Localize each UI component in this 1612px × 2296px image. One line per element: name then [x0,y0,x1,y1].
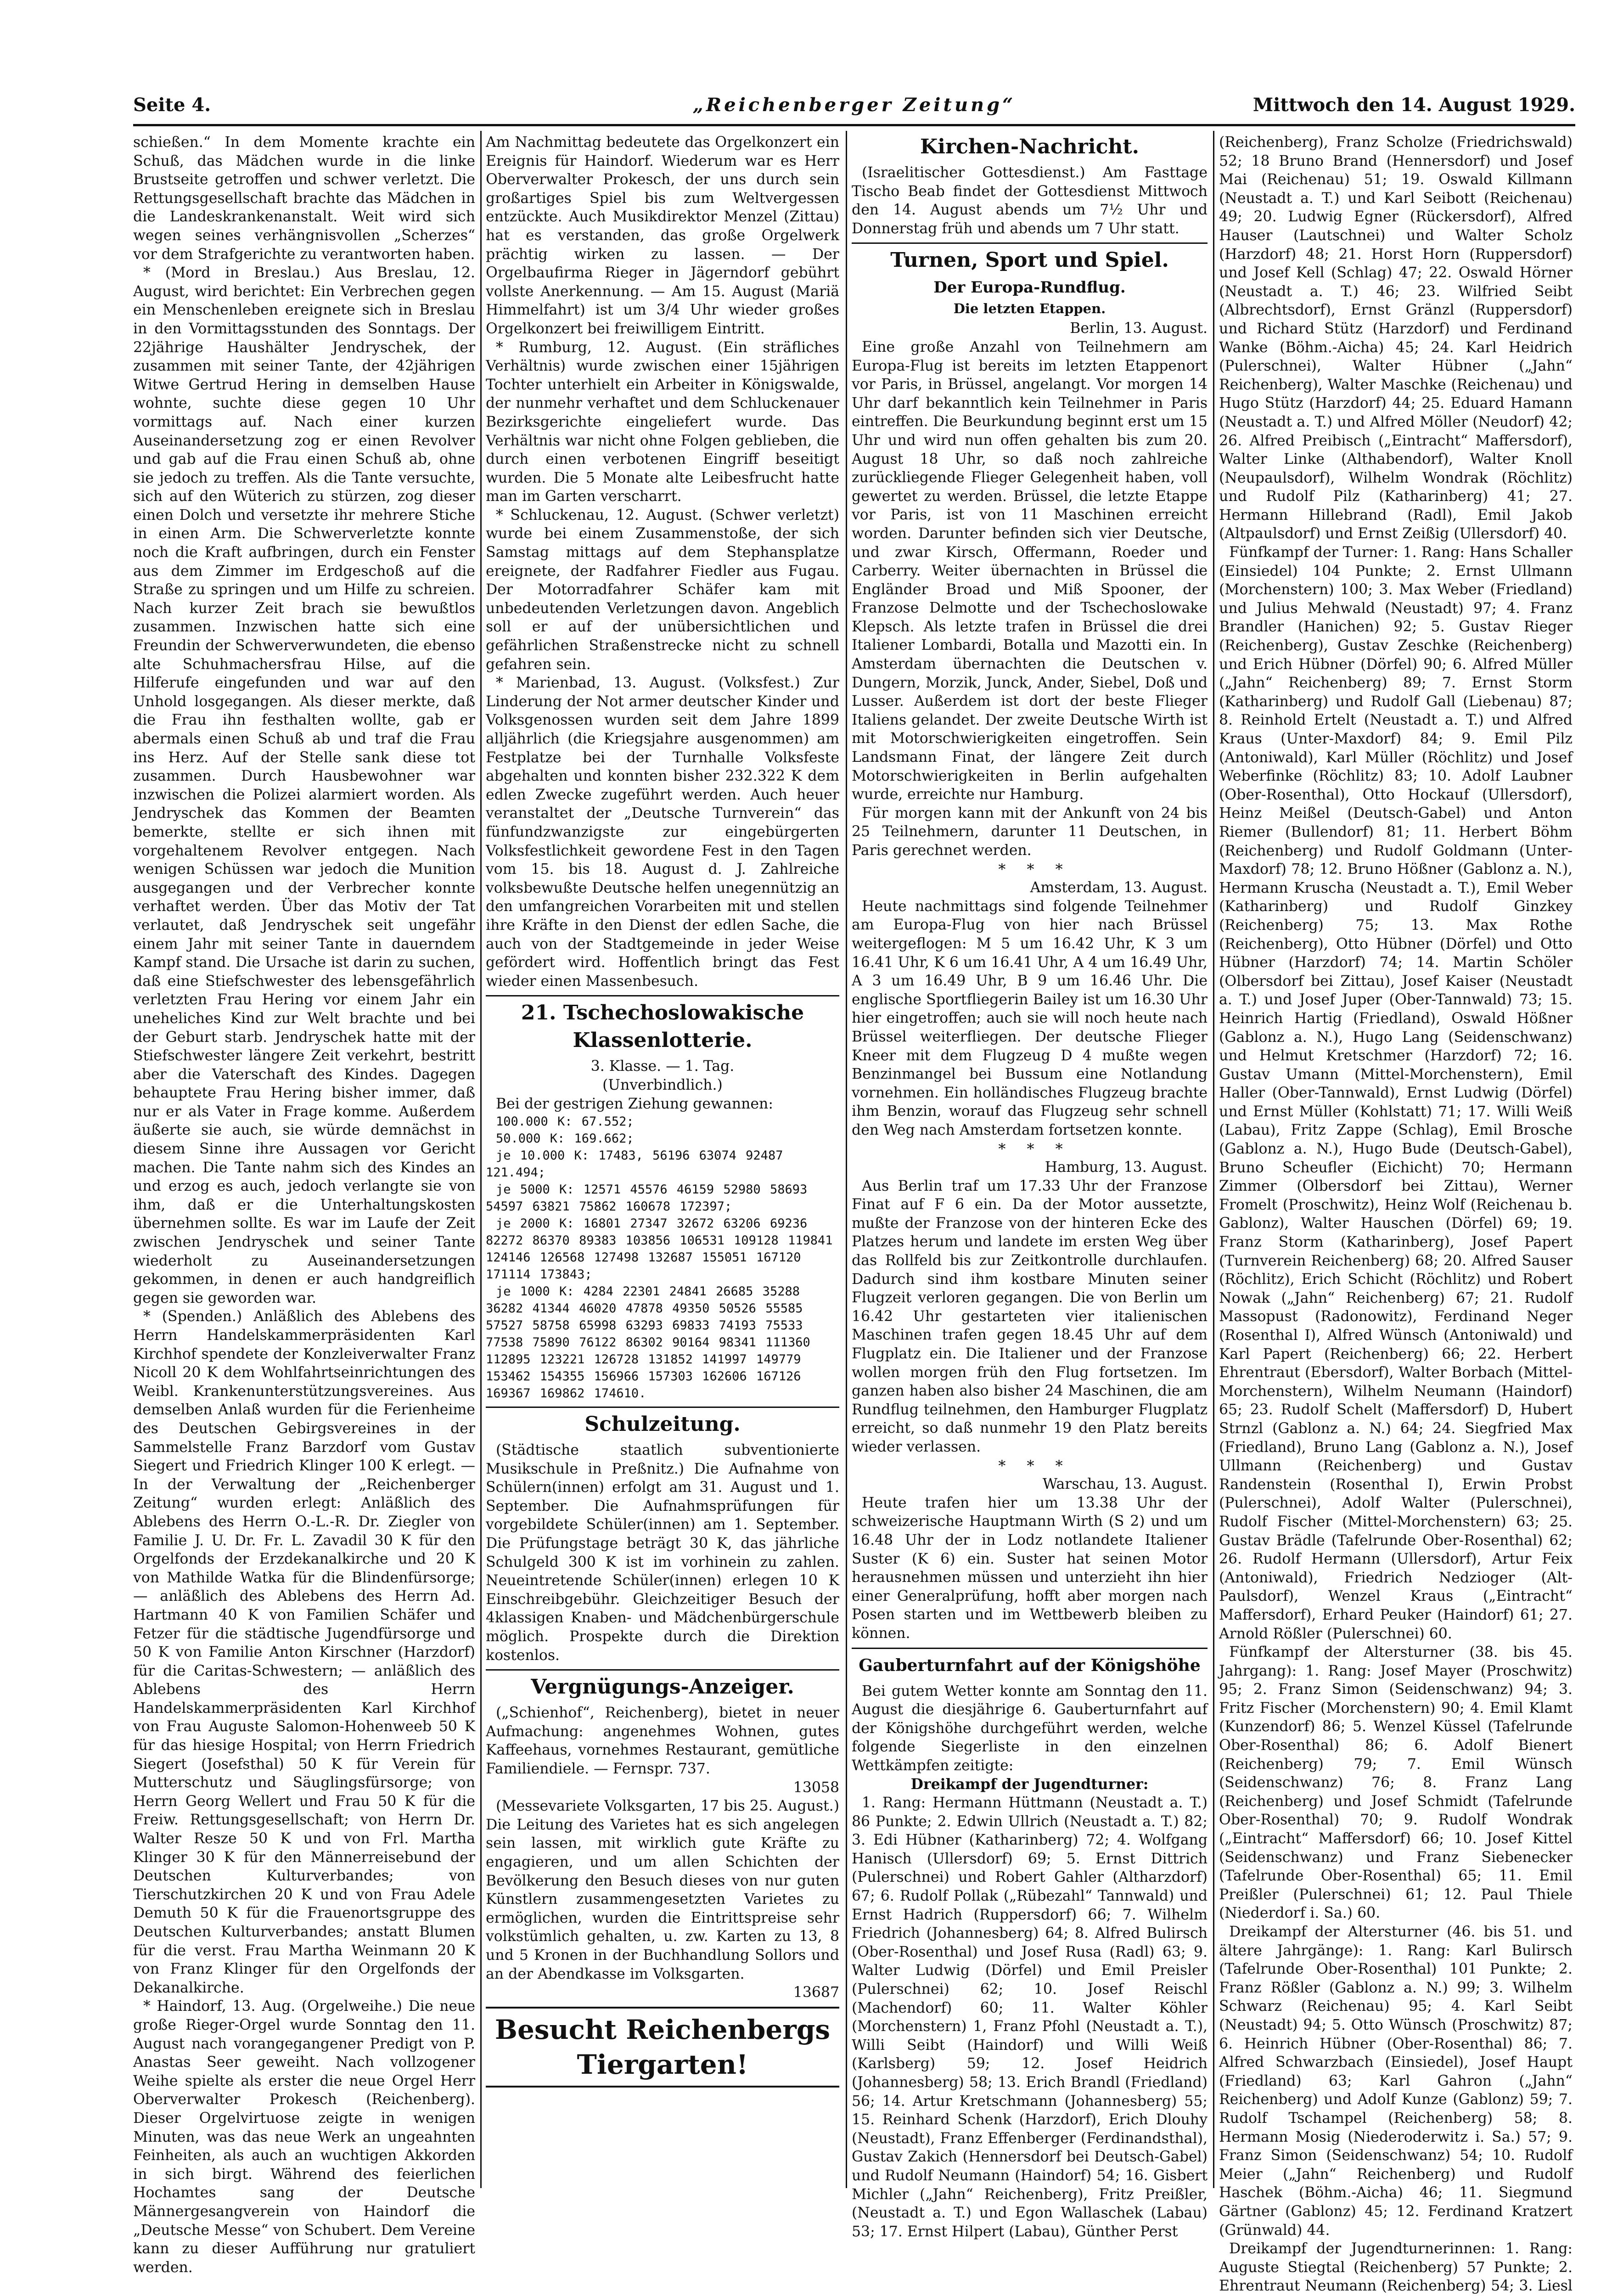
results-paragraph: Dreikampf der Jugendturnerinnen: 1. Rang: Auguste Stiegtal (Reichenberg) 57 Punkte; 2. Ehrentraut Neumann (Reichenberg) 54; 3. Liesl [1219,2240,1573,2295]
lottery-line: 100.000 K: 67.552; [496,1114,634,1129]
lottery-line: 50.000 K: 169.662; [496,1131,634,1146]
column-4 [1219,133,1573,2295]
results-paragraph: Fünfkampf der Altersturner (38. bis 45. Jahrgang): 1. Rang: Josef Mayer (Proschwitz) 95; 2. Franz Simon (Seidenschwanz) 94; 3. Fritz Fischer (Morchenstern) 90; 4. Emil Klamt (Kunzendorf) 86; 5. Wenzel Küssel (Tafelrunde Ober-Rosenthal) 86; 6. Adolf Bienert (Reichenberg) 79; 7. Emil Wünsch (Seidenschwanz) 76; 8. Franz Lang (Reichenberg) und Josef Schmidt (Tafelrunde Ober-Rosenthal) 70; 9. Rudolf Wondrak („Eintracht“ Maffersdorf) 66; 10. Josef Kittel (Seidenschwanz) und Franz Siebenecker (Tafelrunde Ober-Rosenthal) 65; 11. Emil Preißler (Pulerschnei) 61; 12. Paul Thiele (Niederdorf i. Sa.) 60. [1219,1644,1573,1922]
gau-heading: Gauberturnfahrt auf der Königshöhe [852,1648,1208,1679]
column-2 [486,133,839,2186]
page-header [133,94,1575,126]
amusement-heading: Vergnügungs-Anzeiger. [486,1669,839,1701]
sport-paragraph: Heute nachmittags sind folgende Teilnehmer am Europa-Flug von hier nach Brüssel weitergeflogen: M 5 um 16.42 Uhr, K 3 um 16.41 Uhr, K 6 um 16.41 Uhr, A 4 um 16.49 Uhr, A 3 um 16.49 Uhr, B 9 um 16.46 Uhr. Die englische Sportfliegerin Bailey ist um 16.30 Uhr hier eingetroffen; auch sie will noch heute nach Brüssel weiterfliegen. Der deutsche Flieger Kneer mit dem Flugzeug D 4 mußte wegen Benzinmangel bei Bussum eine Notlandung vornehmen. Ein holländisches Flugzeug brachte ihm Benzin, worauf das Flugzeug sehr schnell den Weg nach Amsterdam fortsetzen konnte. [852,898,1208,1138]
sport-paragraph: Aus Berlin traf um 17.33 Uhr der Franzose Finat auf F 6 ein. Da der Motor aussetzte, mußte der Franzose von der hinteren Ecke des Platzes herum und landete im ersten Weg über das Rollfeld bis zur Zeitkontrolle durchlaufen. Dadurch sind ihm kostbare Minuten seiner Flugzeit verloren gegangen. Die von Berlin um 16.42 Uhr gestarteten vier italienischen Maschinen trafen gegen 18.45 Uhr auf dem Flugplatz ein. Die Italiener und der Franzose wollen morgen früh den Flug fortsetzen. Im ganzen haben also bisher 24 Maschinen, die am Rundflug teilnehmen, den Hamburger Flugplatz erreicht, so daß nunmehr 19 den Platz bereits wieder verlassen. [852,1177,1208,1455]
article-paragraph: * Rumburg, 12. August. (Ein sträfliches Verhältnis) wurde zwischen einer 15jährigen Tochter unterhielt ein Arbeiter in Königswalde, der nunmehr verhaftet und dem Schluckenauer Bezirksgerichte eingeliefert wurde. Das Verhältnis war nicht ohne Folgen geblieben, die durch einen verbotenen Eingriff beseitigt wurden. Die 5 Monate alte Leibesfrucht hatte man im Garten verscharrt. [486,339,839,505]
gau-paragraph: 1. Rang: Hermann Hüttmann (Neustadt a. T.) 86 Punkte; 2. Edwin Ullrich (Neustadt a. T.) 82; 3. Edi Hübner (Katharinberg) 72; 4. Wolfgang Hanisch (Ullersdorf) 69; 5. Ernst Dittrich (Pulerschnei) und Robert Gahler (Altharzdorf) 67; 6. Rudolf Pollak („Rübezahl“ Tannwald) und Ernst Hadrich (Ruppersdorf) 66; 7. Wilhelm Friedrich (Johannesberg) 64; 8. Alfred Bulirsch (Ober-Rosenthal) und Josef Rusa (Radl) 63; 9. Walter Ludwig (Dörfel) und Emil Preisler (Pulerschnei) 62; 10. Josef Reischl (Machendorf) 60; 11. Walter Köhler (Morchenstern) 1, Franz Pfohl (Neustadt a. T.), Willi Seibt (Haindorf) und Willi Weiß (Karlsberg) 59; 12. Josef Heidrich (Johannesberg) 58; 13. Erich Brandl (Friedland) 56; 14. Artur Kretschmann (Johannesberg) 55; 15. Reinhard Schenk (Harzdorf), Erich Dlouhy (Neustadt), Franz Effenberger (Ferdinandsthal), Gustav Zakich (Hennersdorf bei Deutsch-Gabel) und Rudolf Neumann (Haindorf) 54; 16. Gisbert Michler („Jahn“ Reichenberg), Fritz Preißler, (Neustadt a. T.) und Egon Wallaschek (Labau) 53; 17. Ernst Hilpert (Labau), Günther Perst [852,1795,1208,2240]
dateline: Berlin, 13. August. [1070,320,1208,337]
results-paragraph: (Reichenberg), Franz Scholze (Friedrichswald) 52; 18 Bruno Brand (Hennersdorf) und Josef Mai (Reichenau) 51; 19. Oswald Killmann (Neustadt a. T.) und Karl Seibott (Reichenau) 49; 20. Ludwig Egner (Rückersdorf), Alfred Hauser (Lautschnei) und Walter Scholz (Harzdorf) 48; 21. Horst Horn (Ruppersdorf) und Josef Kell (Schlag) 47; 22. Oswald Hörner (Neustadt a. T.) 46; 23. Wilfried Seibt (Albrechtsdorf), Ernst Gränzl (Ruppersdorf) und Richard Stütz (Harzdorf) und Ferdinand Wanke (Böhm.-Aicha) 45; 24. Karl Heidrich (Pulerschnei), Walter Hübner („Jahn“ Reichenberg), Walter Maschke (Reichenau) und Hugo Stütz (Harzdorf) 44; 25. Eduard Hamann (Neustadt a. T.) und Alfred Möller (Neudorf) 42; 26. Alfred Preibisch („Eintracht“ Maffersdorf), Walter Linke (Althabendorf), Walter Knoll (Neupaulsdorf), Wilhelm Wondrak (Röchlitz) und Rudolf Pilz (Katharinberg) 41; 27. Hermann Hillebrand (Radl), Emil Jakob (Altpaulsdorf) und Ernst Zeißig (Ullersdorf) 40. [1219,134,1573,542]
column-3 [852,133,1208,2240]
article-paragraph: schießen.“ In dem Momente krachte ein Schuß, das Mädchen wurde in die linke Brustseite getroffen und schwer verletzt. Die Rettungsgesellschaft brachte das Mädchen in die Landeskrankenanstalt. Weit wird sich wegen seines verhängnisvollen „Scherzes“ vor dem Strafgerichte zu verantworten haben. [133,134,475,263]
issue-date: Mittwoch den 14. August 1929. [1253,94,1575,116]
church-paragraph: (Israelitischer Gottesdienst.) Am Fasttage Tischo Beab findet der Gottesdienst Mittwoch den 14. August abends um 7½ Uhr und Donnerstag früh und abends um 7 Uhr statt. [852,164,1208,237]
separator-stars: * * * [998,1457,1071,1474]
separator-stars: * * * [998,860,1071,878]
column-rule [846,131,847,2188]
page-number: Seite 4. [133,94,211,116]
dateline: Hamburg, 13. August. [1045,1159,1208,1176]
sport-subheading: Der Europa-Rundflug. [933,278,1126,297]
separator-stars: * * * [998,1140,1071,1158]
lottery-line: je 1000 K: 4284 22301 24841 26685 35288 36282 41344 46020 47878 49350 50526 55585 57527 58758 65998 63293 69833 74193 75533 77538 75890 76122 86302 90164 98341 111360 112895 123221 126728 131852 141997 149779 153462 154355 156966 157303 162606 167126 169367 169862 174610. [486,1284,810,1401]
results-paragraph: Dreikampf der Altersturner (46. bis 51. und ältere Jahrgänge): 1. Rang: Karl Bulirsch (Tafelrunde Ober-Rosenthal) 101 Punkte; 2. Franz Rößler (Gablonz a. N.) 99; 3. Wilhelm Schwarz (Reichenau) 95; 4. Karl Seibt (Neustadt) 94; 5. Otto Wünsch (Proschwitz) 87; 6. Heinrich Hübner (Ober-Rosenthal) 86; 7. Alfred Schwarzbach (Einsiedel), Josef Haupt (Friedland) 63; Karl Gahron („Jahn“ Reichenberg) und Adolf Kunze (Gablonz) 59; 7. Rudolf Tschampel (Reichenberg) 58; 8. Hermann Mosig (Niederoderwitz i. Sa.) 57; 9. Franz Simon (Seidenschwanz) 54; 10. Rudolf Meier („Jahn“ Reichenberg) und Rudolf Haschek (Böhm.-Aicha) 46; 11. Siegmund Gärtner (Gablonz) 45; 12. Ferdinand Kratzert (Grünwald) 44. [1219,1924,1573,2239]
gau-paragraph: Bei gutem Wetter konnte am Sonntag den 11. August die diesjährige 6. Gauberturnfahrt auf der Königshöhe durchgeführt werden, welche folgende Siegerliste in den einzelnen Wettkämpfen zeitigte: [852,1683,1208,1774]
sport-subsubheading: Die letzten Etappen. [953,301,1106,317]
sport-paragraph: Für morgen kann mit der Ankunft von 24 bis 25 Teilnehmern, darunter 11 Deutschen, in Paris gerechnet werden. [852,805,1208,859]
lottery-line: je 10.000 K: 17483, 56196 63074 92487 121.494; [486,1148,783,1180]
dateline: Warschau, 13. August. [1042,1476,1208,1493]
lottery-intro: Bei der gestrigen Ziehung gewannen: [496,1095,773,1112]
sport-paragraph: Heute trafen hier um 13.38 Uhr der schweizerische Hauptmann Wirth (S 2) und um 16.48 Uhr der in Lodz notlandete Italiener Suster (K 6) ein. Suster hat seinen Motor herausnehmen müssen und unterzieht ihn hier einer Generalprüfung, hofft aber morgen nach Posen starten und im Wettbewerb bleiben zu können. [852,1494,1208,1642]
article-paragraph: * (Mord in Breslau.) Aus Breslau, 12. August, wird berichtet: Ein Verbrechen gegen ein Menschenleben ereignete sich in Breslau in den Vormittagsstunden des Sonntags. Der 22jährige Haushälter Jendryschek, der zusammen mit seiner Tante, der 42jährigen Witwe Gertrud Hering in demselben Hause wohnte, suchte diese gegen 10 Uhr vormittags auf. Nach einer kurzen Auseinandersetzung zog er einen Revolver und gab auf die Frau einen Schuß ab, ohne sie jedoch zu treffen. Als die Tante versuchte, sich auf den Wüterich zu stürzen, zog dieser einen Dolch und versetzte ihr mehrere Stiche in einen Arm. Die Schwerverletzte konnte noch die Kraft aufbringen, durch ein Fenster aus dem Zimmer im Erdgeschoß auf die Straße zu springen und um Hilfe zu schreien. Nach kurzer Zeit brach sie bewußtlos zusammen. Inzwischen hatte sich eine Freundin der Schwerverwundeten, die ebenso alte Schuhmachersfrau Hilse, auf die Hilferufe eingefunden und war auf den Unhold losgegangen. Als dieser merkte, daß die Frau ihn festhalten wollte, gab er abermals einen Schuß ab und traf die Frau ins Herz. Auf der Stelle sank diese tot zusammen. Durch Hausbewohner war inzwischen die Polizei alarmiert worden. Als Jendryschek das Kommen der Beamten bemerkte, stellte er sich ihnen mit vorgehaltenem Revolver entgegen. Nach wenigen Schüssen war jedoch die Munition ausgegangen und der Verbrecher konnte verhaftet werden. Über das Motiv der Tat verlautet, daß Jendryschek seit ungefähr einem Jahr mit seiner Tante in dauerndem Kampf stand. Die Ursache ist darin zu suchen, daß eine Stiefschwester des lebensgefährlich verletzten Frau Hering vor einem Jahr ein uneheliches Kind zur Welt brachte und bei der Geburt starb. Jendryschek hatte mit der Stiefschwester längere Zeit verkehrt, bestritt aber die Vaterschaft des Kindes. Dagegen behauptete Frau Hering bisher immer, daß nur er als Vater in Frage komme. Außerdem äußerte sie auch, sie würde demnächst in diesem Sinne ihre Aussagen vor Gericht machen. Die Tante nahm sich des Kindes an und erzog es auch, jedoch verlangte sie von ihm, daß er die Unterhaltungskosten übernehmen sollte. Es war im Laufe der Zeit zwischen Jendryschek und seiner Tante wiederholt zu Auseinandersetzungen gekommen, in denen er auch handgreiflich gegen sie geworden war. [133,264,475,1306]
church-heading: Kirchen-Nachricht. [920,135,1139,158]
header-rule [133,124,1575,126]
school-heading: Schulzeitung. [486,1407,839,1438]
article-paragraph: * Schluckenau, 12. August. (Schwer verletzt) wurde bei einem Zusammenstoße, der sich Samstag mittags auf dem Stephansplatze ereignete, der Radfahrer Fiedler aus Fugau. Der Motorradfahrer Schäfer kam mit unbedeutenden Verletzungen davon. Angeblich soll er auf der unübersichtlichen und gefährlichen Straßenstrecke nicht zu schnell gefahren sein. [486,506,839,673]
school-paragraph: (Städtische staatlich subventionierte Musikschule in Preßnitz.) Die Aufnahme von Schülern(innen) erfolgt am 31. August und 1. September. Die Aufnahmsprüfungen für vorgebildete Schüler(innen) am 1. September. Die Prüfungstage beträgt 30 K, das jährliche Schulgeld 300 K ist im vorhinein zu zahlen. Neueintretende Schüler(innen) erlegen 10 K Einschreibgebühr. Gleichzeitiger Besuch der 4klassigen Knaben- und Mädchenbürgerschule möglich. Prospekte durch die Direktion kostenlos. [486,1442,839,1664]
ad-number: 13058 [793,1779,839,1796]
lottery-class: 3. Klasse. — 1. Tag. [590,1058,735,1075]
article-paragraph: * (Spenden.) Anläßlich des Ablebens des Herrn Handelskammerpräsidenten Karl Kirchhof spendete der Konzleiverwalter Franz Nicoll 20 K dem Wohlfahrtseinrichtungen des Weibl. Krankenunterstützungsvereines. Aus demselben Anlaß wurden für die Ferienheime des Deutschen Gebirgsvereines in der Sammelstelle Franz Barzdorf vom Gustav Siegert und Friedrich Klinger 100 K erlegt. — In der Verwaltung der „Reichenberger Zeitung“ wurden erlegt: Anläßlich des Ablebens des Herrn O.-L.-R. Dr. Ziegler von Familie J. U. Dr. Fr. L. Zavadil 30 K für den Orgelfonds der Erzdekanalkirche und 20 K von Mathilde Watka für die Blindenfürsorge; — anläßlich des Ablebens des Herrn Ad. Hartmann 40 K von Familien Schäfer und Fetzer für die städtische Jugendfürsorge und 50 K von Familie Anton Kirschner (Harzdorf) für die Caritas-Schwestern; — anläßlich des Ablebens des Herrn Handelskammerpräsidenten Karl Kirchhof von Frau Auguste Salomon-Hohenweeb 50 K für das hiesige Hospital; von Herrn Friedrich Siegert (Josefsthal) 50 K für Verein für Mutterschutz und Säuglingsfürsorge; von Herrn Georg Wellert und Frau 50 K für die Freiw. Rettungsgesellschaft; von Herrn Dr. Walter Resze 50 K und von Frl. Martha Klinger 30 K für den Männerreisebund der Deutschen Kulturverbandes; von Tierschutzkirchen 20 K und von Frau Adele Demuth 50 K für die Frauenortsgruppe des Deutschen Kulturverbandes; anstatt Blumen für die verst. Frau Martha Weinmann 20 K von Franz Klinger für den Orgelfonds der Dekanalkirche. [133,1308,475,1996]
lottery-heading: 21. Tschechoslowakische Klassenlotterie. [486,995,839,1054]
article-paragraph: Am Nachmittag bedeutete das Orgelkonzert ein Ereignis für Haindorf. Wiederum war es Herr Oberverwalter Prokesch, der uns durch sein großartiges Spiel bis zum Weltvergessen entzückte. Auch Musikdirektor Menzel (Zittau) hat es verstanden, das große Orgelwerk prächtig wirken zu lassen. — Der Orgelbaufirma Rieger in Jägerndorf gebührt vollste Anerkennung. — Am 15. August (Mariä Himmelfahrt) ist um 3/4 Uhr wieder großes Orgelkonzert bei freiwilligem Eintritt. [486,134,839,337]
lottery-line: je 2000 K: 16801 27347 32672 63206 69236 82272 86370 89383 103856 106531 109128 119841 124146 126568 127498 132687 155051 167120 171114 173843; [486,1216,833,1282]
sport-paragraph: Eine große Anzahl von Teilnehmern am Europa-Flug ist bereits im letzten Etappenort vor Paris, in Brüssel, angelangt. Vor morgen 14 Uhr darf bekanntlich kein Teilnehmer in Paris eintreffen. Die Beurkundung beginnt erst um 15 Uhr und wird nun offen gehalten bis zum 20. August 18 Uhr, so daß noch zahlreiche zurückliegende Flieger Gelegenheit haben, voll gewertet zu werden. Brüssel, die letzte Etappe vor Paris, ist von 11 Maschinen erreicht worden. Darunter befinden sich vier Deutsche, und zwar Kirsch, Offermann, Roeder und Carberry. Weiter übernachten in Brüssel die Engländer Broad und Miß Spooner, der Franzose Delmotte und der Tschechoslowake Klepsch. Als letzte trafen in Brüssel die drei Italiener Lombardi, Botalla und Mazotti ein. In Amsterdam übernachten die Deutschen v. Dungern, Morzik, Junck, Ander, Siebel, Doß und Lusser. Außerdem ist dort der beste Flieger Italiens gelandet. Der zweite Deutsche Wirth ist mit Motorschwierigkeiten eingetroffen. Sein Landsmann Finat, der längere Zeit durch Motorschwierigkeiten in Berlin aufgehalten wurde, erreichte nur Hamburg. [852,338,1208,803]
article-paragraph: * Haindorf, 13. Aug. (Orgelweihe.) Die neue große Rieger-Orgel wurde Sonntag den 11. August nach vorangegangener Predigt von P. Anastas Seer geweiht. Nach vollzogener Weihe spielte als erster die neue Orgel Herr Oberverwalter Prokesch (Reichenberg). Dieser Orgelvirtuose zeigte in wenigen Minuten, was das neue Werk an ungeahnten Feinheiten, als auch an wuchtigen Akkorden in sich birgt. Während des feierlichen Hochamtes sang der Deutsche Männergesangverein von Haindorf die „Deutsche Messe“ von Schubert. Dem Vereine kann zu dieser Aufführung nur gratuliert werden. [133,1998,475,2276]
amusement-paragraph: („Schienhof“, Reichenberg), bietet in neuer Aufmachung: angenehmes Wohnen, gutes Kaffeehaus, vornehmes Restaurant, gemütliche Familiendiele. — Fernspr. 737. [486,1705,839,1777]
column-rule [1213,131,1214,2188]
sport-heading: Turnen, Sport und Spiel. [852,242,1208,274]
zoo-advertisement: Besucht Reichenbergs Tiergarten! [486,2007,839,2088]
lottery-note: (Unverbindlich.) [602,1076,723,1093]
ad-number: 13687 [793,1984,839,2001]
lottery-line: je 5000 K: 12571 45576 46159 52980 58693 54597 63821 75862 160678 172397; [486,1182,808,1214]
article-paragraph: * Marienbad, 13. August. (Volksfest.) Zur Linderung der Not armer deutscher Kinder und Volksgenossen wurden seit dem Jahre 1899 alljährlich (die Kriegsjahre ausgenommen) am Festplatze bei der Turnhalle Volksfeste abgehalten und konnten bisher 232.322 K dem edlen Zwecke zugeführt werden. Auch heuer veranstaltet der „Deutsche Turnverein“ das fünfundzwanzigste zur eingebürgerten Volksfestlichkeit gewordene Fest in den Tagen vom 15. bis 18. August d. J. Zahlreiche volksbewußte Deutsche helfen unegennützig an den umfangreichen Vorarbeiten mit und stellen ihre Kräfte in den Dienst der edlen Sache, die auch von der Stadtgemeinde in jeder Weise gefördert wird. Hoffentlich bringt das Fest wieder einen Massenbesuch. [486,675,839,990]
column-1 [133,133,475,2276]
results-paragraph: Fünfkampf der Turner: 1. Rang: Hans Schaller (Einsiedel) 104 Punkte; 2. Ernst Ullmann (Morchenstern) 100; 3. Max Weber (Friedland) und Julius Mehwald (Neustadt) 97; 4. Franz Brandler (Hanichen) 92; 5. Gustav Rieger (Reichenberg), Gustav Zeschke (Reichenberg) und Erich Hübner (Dörfel) 90; 6. Alfred Müller („Jahn“ Reichenberg) 89; 7. Ernst Storm (Katharinberg) und Rudolf Gall (Liebenau) 87; 8. Reinhold Ertelt (Neustadt a. T.) und Alfred Kraus (Unter-Maxdorf) 84; 9. Emil Pilz (Antoniwald), Karl Müller (Röchlitz) und Josef Weberfinke (Röchlitz) 83; 10. Adolf Laubner (Ober-Rosenthal), Otto Hockauf (Ullersdorf), Heinz Meißel (Deutsch-Gabel) und Anton Riemer (Bullendorf) 81; 11. Herbert Böhm (Reichenberg) und Rudolf Goldmann (Unter-Maxdorf) 78; 12. Bruno Hößner (Gablonz a. N.), Hermann Kruscha (Neustadt a. T.), Emil Weber (Katharinberg) und Rudolf Ginzkey (Reichenberg) 75; 13. Max Rothe (Reichenberg), Otto Hübner (Dörfel) und Otto Hübner (Harzdorf) 74; 14. Martin Schöler (Olbersdorf bei Zittau), Josef Kaiser (Neustadt a. T.) und Josef Juper (Ober-Tannwald) 73; 15. Heinrich Hartig (Friedland), Oswald Hößner (Gablonz a. N.), Hugo Lang (Seidenschwanz) und Helmut Kretschmer (Harzdorf) 72; 16. Gustav Umann (Mittel-Morchenstern), Emil Haller (Ober-Tannwald), Ernst Ludwig (Dörfel) und Ernst Müller (Kohlstatt) 71; 17. Willi Weiß (Labau), Fritz Zappe (Schlag), Emil Brosche (Gablonz a. N.), Hugo Bude (Deutsch-Gabel), Bruno Scheufler (Eichicht) 70; Hermann Zimmer (Olbersdorf bei Zittau), Werner Fromelt (Proschwitz), Heinz Wolf (Reichenau b. Gablonz), Walter Hauschen (Dörfel) 69; 19. Franz Storm (Katharinberg), Josef Papert (Turnverein Reichenberg) 68; 20. Alfred Sauser (Röchlitz), Erich Schicht (Röchlitz) und Robert Nowak („Jahn“ Reichenberg) 67; 21. Rudolf Massopust (Radonowitz), Ferdinand Neger (Rosenthal I), Alfred Wünsch (Antoniwald) und Karl Papert (Reichenberg) 66; 22. Herbert Ehrentraut (Ebersdorf), Walter Borbach (Mittel-Morchenstern), Wilhelm Neumann (Haindorf) 65; 23. Rudolf Schelt (Maffersdorf) D, Hubert Strnzl (Gablonz a. N.) 64; 24. Siegfried Max (Friedland), Bruno Lang (Gablonz a. N.), Josef Ullmann (Reichenberg) und Gustav Randenstein (Rosenthal I), Erwin Probst (Pulerschnei), Adolf Walter (Pulerschnei), Rudolf Fischer (Mittel-Morchenstern) 63; 25. Gustav Brädle (Tafelrunde Ober-Rosenthal) 62; 26. Rudolf Hermann (Ullersdorf), Artur Feix (Antoniwald), Friedrich Nedzioger (Alt-Paulsdorf), Wenzel Kraus („Eintracht“ Maffersdorf), Erhard Peuker (Haindorf) 61; 27. Arnold Rößler (Pulerschnei) 60. [1219,544,1573,1642]
newspaper-title: „Reichenberger Zeitung“ [692,94,1016,116]
gau-subheading: Dreikampf der Jugendturner: [910,1775,1149,1793]
dateline: Amsterdam, 13. August. [1030,879,1208,896]
column-rule [480,131,482,2188]
amusement-paragraph: (Messevariete Volksgarten, 17 bis 25. August.) Die Leitung des Varietes hat es sich angelegen sein lassen, mit wirklich gute Kräfte zu engagieren, und um allen Schichten der Bevölkerung den Besuch dieses von nur guten Künstlern zusammengesetzten Varietes zu ermöglichen, wurden die Eintrittspreise sehr volkstümlich gehalten, u. zw. Karten zu 13, 8 und 5 Kronen in der Buchhandlung Sollors und an der Abendkasse im Volksgarten. [486,1798,839,1982]
